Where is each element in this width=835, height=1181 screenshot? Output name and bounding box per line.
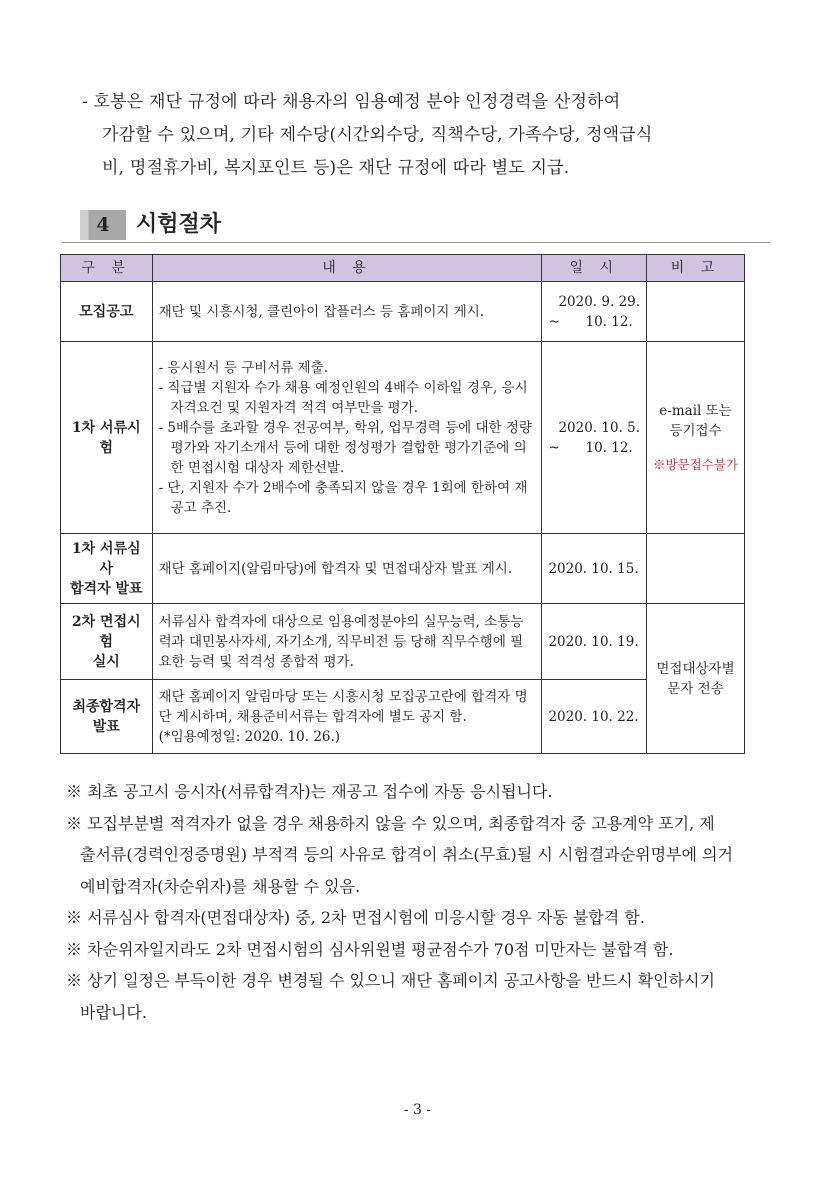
section-heading [62, 206, 770, 243]
intro-line: 비, 명절휴가비, 복지포인트 등)은 재단 규정에 따라 별도 지급. [102, 158, 570, 178]
row-content [152, 342, 542, 534]
row-note [647, 282, 745, 342]
date-start: 2020. 9. 29. [558, 293, 641, 310]
row-category: 모집공고 [61, 282, 153, 342]
note-item: ※ 서류심사 합격자(면접대상자) 중, 2차 면접시험에 미응시할 경우 자동 불합격 함. [66, 908, 645, 927]
header-content: 내 용 [152, 255, 542, 282]
table-row [61, 282, 745, 342]
category-line: 2차 면접시험 [71, 613, 141, 650]
note-line: e-mail 또는 [659, 402, 732, 419]
row-note [647, 604, 745, 754]
bullet-item: - 단, 지원자 수가 2배수에 충족되지 않을 경우 1회에 한하여 재공고 추진. [158, 479, 528, 516]
table-row [61, 680, 745, 754]
intro-line: 가감할 수 있으며, 기타 제수당(시간외수당, 직책수당, 가족수당, 정액급식 [102, 125, 653, 145]
table-header-row [61, 255, 745, 282]
header-date: 일 시 [542, 255, 647, 282]
category-line: 1차 서류심사 [71, 540, 141, 577]
note-item: ※ 모집부분별 적격자가 없을 경우 채용하지 않을 수 있으며, 최종합격자 중 고용계약 포기, 제 [66, 813, 715, 833]
section-number: 4 [80, 210, 126, 240]
warning-note: ※방문접수불가 [653, 456, 738, 472]
date-end: ~ 10. 12. [548, 439, 633, 456]
section-title: 시험절차 [136, 211, 222, 237]
table-row [61, 342, 745, 534]
intro-paragraph [82, 86, 782, 185]
row-date: 2020. 10. 19. [542, 604, 647, 680]
table-row [61, 534, 745, 604]
row-note [647, 534, 745, 604]
note-item-continued: 출서류(경력인정증명원) 부적격 등의 사유로 합격이 취소(무효)될 시 시험결과순위명부에 의거 [80, 845, 733, 864]
row-date [542, 342, 647, 534]
row-content: 서류심사 합격자에 대상으로 임용예정분야의 실무능력, 소통능력과 대민봉사자세, 자기소개, 직무비전 등 당해 직무수행에 필요한 능력 및 적격성 종합적 평가. [152, 604, 542, 680]
note-item: ※ 최초 공고시 응시자(서류합격자)는 재공고 접수에 자동 응시됩니다. [66, 782, 553, 801]
row-date [542, 282, 647, 342]
table-row [61, 604, 745, 680]
bullet-item: - 5배수를 초과할 경우 전공여부, 학위, 업무경력 등에 대한 정량평가와 자기소개서 등에 대한 정성평가 결합한 평가기준에 의한 면접시험 대상자 제한선발. [158, 419, 532, 476]
exam-procedure-table [60, 254, 745, 754]
row-date: 2020. 10. 22. [542, 680, 647, 754]
note-item: ※ 상기 일정은 부득이한 경우 변경될 수 있으니 재단 홈페이지 공고사항을 반드시 확인하시기 [66, 971, 715, 990]
category-line: 합격자 발표 [70, 580, 143, 597]
bullet-item: - 직급별 지원자 수가 채용 예정인원의 4배수 이하일 경우, 응시자격요건 및 지원자격 적격 여부만을 평가. [158, 379, 528, 416]
category-line: 발표 [92, 718, 120, 735]
row-date: 2020. 10. 15. [542, 534, 647, 604]
note-line: 문자 전송 [667, 680, 724, 697]
row-category [61, 604, 153, 680]
note-item-continued: 예비합격자(차순위자)를 채용할 수 있음. [80, 876, 361, 896]
note-item: ※ 차순위자일지라도 2차 면접시험의 심사위원별 평균점수가 70점 미만자는 불합격 함. [66, 939, 674, 959]
row-content [152, 680, 542, 754]
note-item-continued: 바랍니다. [80, 1002, 147, 1022]
header-category: 구 분 [61, 255, 153, 282]
category-line: 실시 [92, 653, 120, 670]
row-note [647, 342, 745, 534]
header-note: 비 고 [647, 255, 745, 282]
notes-list [66, 776, 786, 1028]
row-content: 재단 홈페이지(알림마당)에 합격자 및 면접대상자 발표 게시. [152, 534, 542, 604]
content-extra: (*임용예정일: 2020. 10. 26.) [158, 728, 341, 745]
note-line: 등기접수 [669, 422, 722, 439]
category-line: 최종합격자 [72, 698, 141, 715]
date-start: 2020. 10. 5. [558, 419, 641, 436]
row-category: 1차 서류시험 [61, 342, 153, 534]
bullet-item: - 응시원서 등 구비서류 제출. [158, 359, 329, 376]
row-category [61, 680, 153, 754]
note-line: 면접대상자별 [656, 660, 735, 677]
content-text: 재단 홈페이지 알림마당 또는 시흥시청 모집공고란에 합격자 명단 게시하며, 채용준비서류는 합격자에 별도 공지 함. [158, 688, 528, 725]
page-number: - 3 - [403, 1102, 432, 1118]
date-end: ~ 10. 12. [548, 313, 633, 330]
row-category [61, 534, 153, 604]
intro-line: - 호봉은 재단 규정에 따라 채용자의 임용예정 분야 인정경력을 산정하여 [82, 92, 621, 112]
row-content: 재단 및 시흥시청, 클린아이 잡플러스 등 홈페이지 게시. [152, 282, 542, 342]
